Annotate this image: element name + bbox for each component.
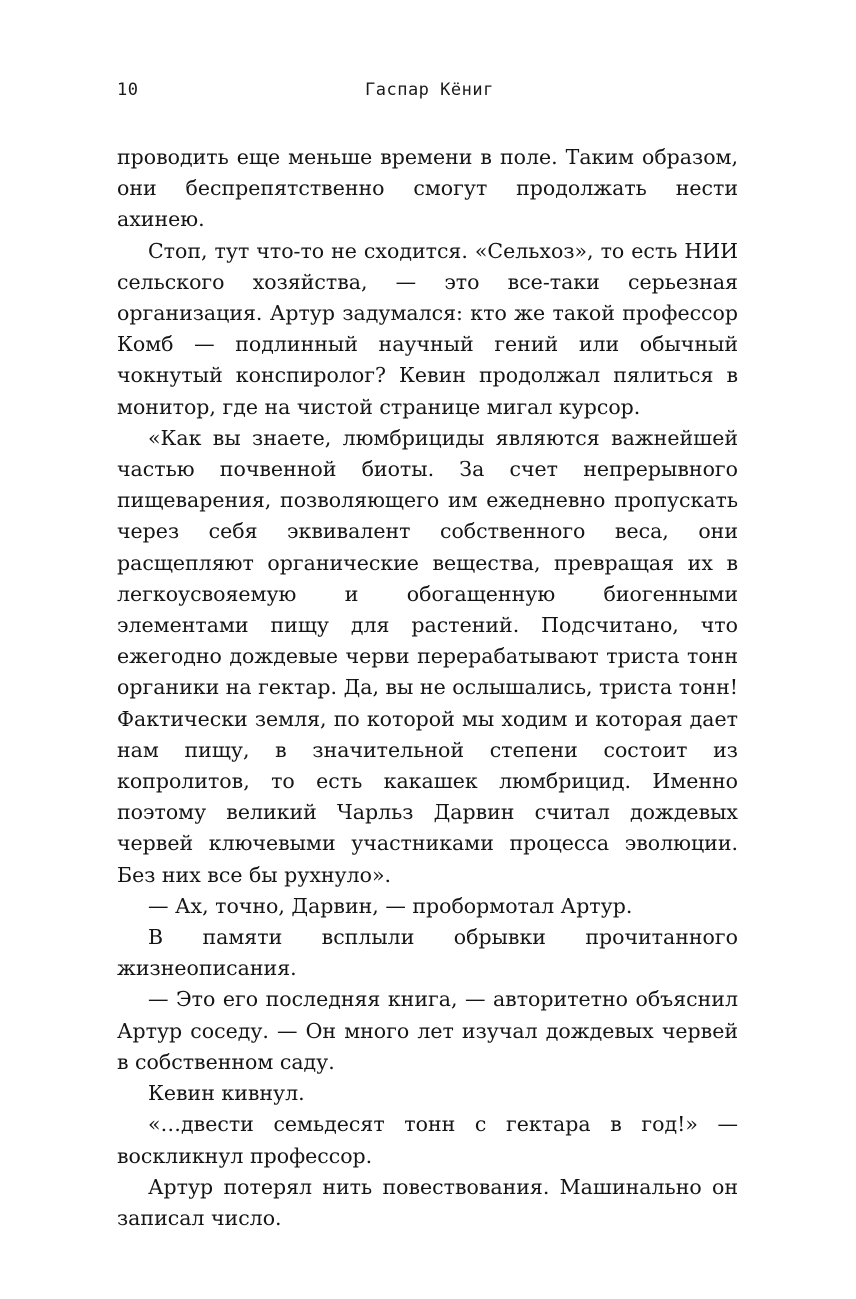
- paragraph-quote-professor: «…двести семьдесят тонн с гектара в год!» — воскликнул профессор.: [117, 1112, 738, 1168]
- paragraph-dialogue: — Это его последняя книга, — авторитетно объяснил Артур соседу. — Он много лет изучал дождевых червей в собственном саду.: [117, 987, 738, 1074]
- paragraph: В памяти всплыли обрывки прочитанного жизнеописания.: [117, 925, 738, 981]
- paragraph: Артур потерял нить повествования. Машинально он записал число.: [117, 1174, 738, 1230]
- paragraph-quote-professor: «Как вы знаете, люмбрициды являются важнейшей частью почвенной биоты. За счет непрерывного пищеварения, позволяющего им ежедневно пропускать через себя эквивалент собственного веса, они расщепляют органические вещества, превращая их в легкоусвояемую и обогащенную биогенными элементами пищу для растений. Подсчитано, что ежегодно дождевые черви перерабатывают триста тонн органики на гектар. Да, вы не ослышались, триста тонн! Фактически земля, по которой мы ходим и которая дает нам пищу, в значительной степени состоит из копролитов, то есть какашек люмбрицид. Именно поэтому великий Чарльз Дарвин считал дождевых червей ключевыми участниками процесса эволюции. Без них все бы рухнуло».: [117, 425, 738, 887]
- body-text: [117, 142, 738, 1234]
- paragraph: Кевин кивнул.: [148, 1081, 305, 1106]
- author-name: Гаспар Кёниг: [365, 80, 494, 100]
- paragraph-dialogue: — Ах, точно, Дарвин, — пробормотал Артур.: [148, 893, 633, 918]
- running-header: [117, 80, 739, 106]
- page-number: 10: [117, 80, 139, 100]
- paragraph: Стоп, тут что-то не сходится. «Сельхоз», то есть НИИ сельского хозяйства, — это все-таки серьезная организация. Артур задумался: кто же такой профессор Комб — подлинный научный гений или обычный чокнутый конспиролог? Кевин продолжал пялиться в монитор, где на чистой странице мигал курсор.: [117, 238, 738, 419]
- paragraph-continued: проводить еще меньше времени в поле. Таким образом, они беспрепятственно смогут продолжать нести ахинею.: [117, 145, 738, 232]
